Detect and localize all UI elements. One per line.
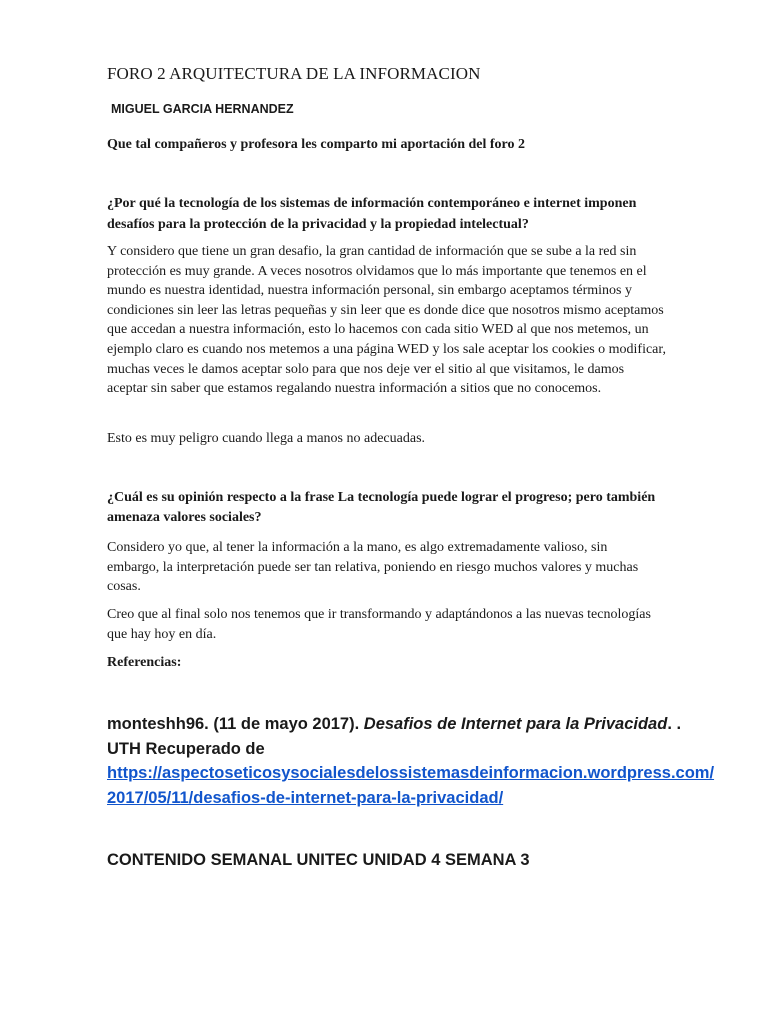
citation-url-link[interactable] [107, 764, 714, 807]
answer-1-paragraph-2: Esto es muy peligro cuando llega a manos no adecuadas. [107, 431, 426, 446]
citation-url-line-1[interactable]: https://aspectoseticosysocialesdelossistemasdeinformacion.wordpress.com/ [107, 764, 715, 782]
citation-url-line-2[interactable]: 2017/05/11/desafios-de-internet-para-la-privacidad/ [107, 788, 504, 807]
citation-after-title: . . [667, 715, 682, 733]
references-heading: Referencias: [107, 655, 182, 670]
citation-work-title: Desafios de Internet para la Privacidad [363, 715, 668, 733]
document-title: FORO 2 ARQUITECTURA DE LA INFORMACION [107, 64, 481, 83]
reference-citation [107, 712, 715, 810]
answer-2-paragraph-2: Creo que al final solo nos tenemos que ir transformando y adaptándonos a las nuevas tecnologías que hay hoy en día. [107, 607, 651, 642]
citation-source: UTH Recuperado de [107, 739, 265, 758]
intro-paragraph: Que tal compañeros y profesora les comparto mi aportación del foro 2 [107, 137, 526, 152]
question-1: ¿Por qué la tecnología de los sistemas de información contemporáneo e internet imponen desafíos para la protección de la privacidad y la propiedad intelectual? [107, 196, 637, 232]
author-name: MIGUEL GARCIA HERNANDEZ [111, 102, 294, 116]
citation-author-date: monteshh96. (11 de mayo 2017). [107, 715, 364, 733]
question-2: ¿Cuál es su opinión respecto a la frase La tecnología puede lograr el progreso; pero también amenaza valores sociales? [107, 490, 656, 525]
answer-1-paragraph-1: Y considero que tiene un gran desafio, la gran cantidad de información que se sube a la red sin protección es muy grande. A veces nosotros olvidamos que lo más importante que tenemos en el mundo es nuestra identidad, nuestra información personal, sin embargo aceptamos términos y condiciones sin leer las letras pequeñas y sin leer que es donde dice que nosotros mismo aceptamos que accedan a nuestra información, esto lo hacemos con cada sitio WED al que nos metemos, un ejemplo claro es cuando nos metemos a una página WED y los sale aceptar los cookies o modificar, muchas veces le damos aceptar solo para que nos deje ver el sitio al que visitamos, le damos aceptar sin saber que estamos regalando nuestra información a sitios que no conocemos. [107, 244, 667, 397]
answer-2-paragraph-1: Considero yo que, al tener la información a la mano, es algo extremadamente valioso, sin embargo, la interpretación puede ser tan relativa, poniendo en riesgo muchos valores y muchas cosas. [107, 540, 639, 595]
contenido-semanal-heading: CONTENIDO SEMANAL UNITEC UNIDAD 4 SEMANA 3 [107, 851, 530, 869]
